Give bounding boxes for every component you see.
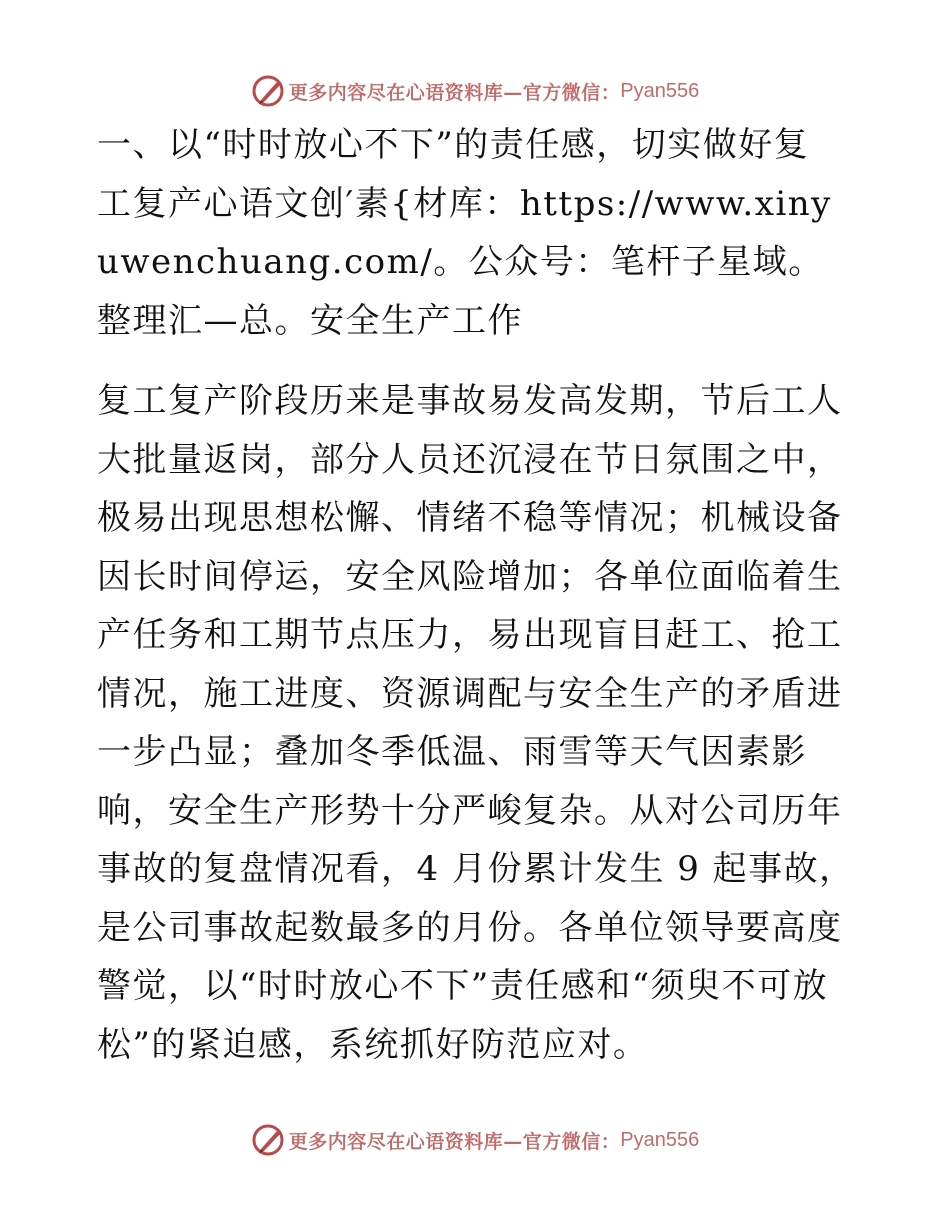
pen-logo-icon (251, 1123, 285, 1157)
watermark-text: 更多内容尽在心语资料库—官方微信： (288, 81, 621, 104)
watermark-wechat-id: Pyan556 (620, 1128, 700, 1151)
watermark-wechat-id: Pyan556 (620, 79, 700, 102)
body-paragraph: 复工复产阶段历来是事故易发高发期，节后工人大批量返岗，部分人员还沉浸在节日氛围之中，极易出现思想松懈、情绪不稳等情况；机械设备因长时间停运，安全风险增加；各单位面临着生产任务和工期节点压力，易出现盲目赶工、抢工情况，施工进度、资源调配与安全生产的矛盾进一步凸显；叠加冬季低温、雨雪等天气因素影响，安全生产形势十分严峻复杂。从对公司历年事故的复盘情况看，4 月份累计发生 9 起事故，是公司事故起数最多的月份。各单位领导要高度警觉，以“时时放心不下”责任感和“须臾不可放松”的紧迫感，系统抓好防范应对。 (97, 381, 855, 1065)
footer-watermark-banner (0, 1120, 950, 1160)
header-watermark-banner (0, 71, 950, 111)
document-body (97, 116, 857, 1074)
watermark-text: 更多内容尽在心语资料库—官方微信： (288, 1130, 621, 1153)
pen-logo-icon (251, 74, 285, 108)
section-heading: 一、以“时时放心不下”的责任感，切实做好复工复产心语文创′素{材库：https://www.xinyuwenchuang.com/。公众号：笔杆子星域。整理汇—总。安全生产工作 (97, 125, 832, 341)
